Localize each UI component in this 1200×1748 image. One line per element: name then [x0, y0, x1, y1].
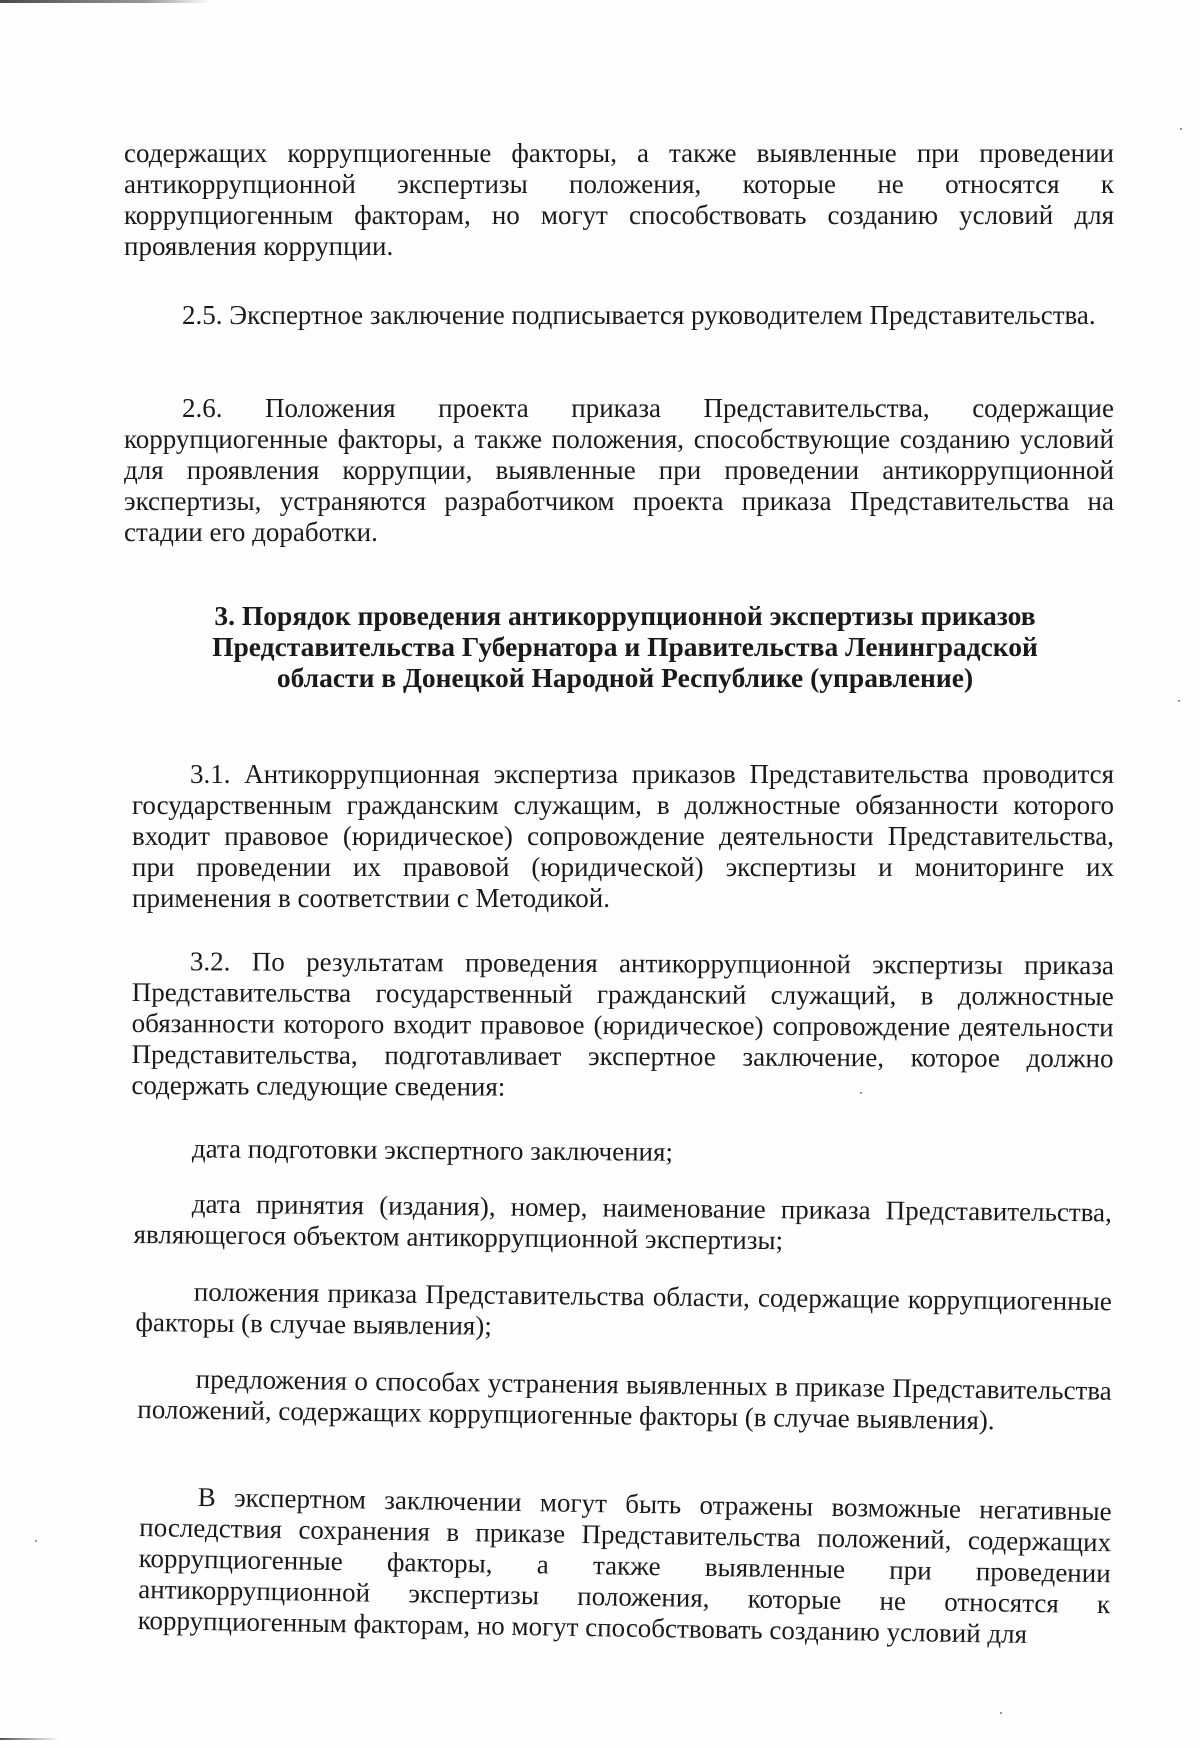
list-item-adoption: дата принятия (издания), номер, наименование приказа Представительства, являющегося объектом антикоррупционной экспертизы; — [133, 1188, 1112, 1256]
scan-edge-mark — [0, 1738, 60, 1740]
list-item-date: дата подготовки экспертного заключения; — [191, 1133, 674, 1167]
scan-speck — [1180, 128, 1182, 130]
scan-speck — [1178, 700, 1180, 702]
paragraph-continuation: содержащих коррупциогенные факторы, а также выявленные при проведении антикоррупционной экспертизы положения, которые не относятся к коррупциогенным факторам, но могут способствовать созданию условий для проявления коррупции. — [124, 138, 1114, 261]
section-3-heading: 3. Порядок проведения антикоррупционной экспертизы приказов Представительства Губернатора и Правительства Ленинградской области в Донецкой Народной Республике (управление) — [212, 600, 1038, 693]
scan-speck — [35, 1540, 37, 1542]
paragraph-2-6: 2.6. Положения проекта приказа Представительства, содержащие коррупциогенные факторы, а также положения, способствующие созданию условий для проявления коррупции, выявленные при проведении антикоррупционной экспертизы, устраняются разработчиком проекта приказа Представительства на стадии его доработки. — [124, 393, 1114, 547]
scan-edge-mark — [0, 0, 210, 3]
paragraph-consequences: В экспертном заключении могут быть отражены возможные негативные последствия сохранения в приказе Представительства положений, содержащих коррупциогенные факторы, а также выявленные при проведении антикоррупционной экспертизы положения, которые не относятся к коррупциогенным факторам, но могут способствовать созданию условий для — [137, 1481, 1112, 1649]
paragraph-3-1: 3.1. Антикоррупционная экспертиза приказов Представительства проводится государственным гражданским служащим, в должностные обязанности которого входит правовое (юридическое) сопровождение деятельности Представительства, при проведении их правовой (юридической) экспертизы и мониторинге их применения в соответствии с Методикой. — [132, 759, 1114, 913]
scan-speck — [1000, 1712, 1002, 1714]
list-item-provisions: положения приказа Представительства области, содержащие коррупциогенные факторы (в случае выявления); — [135, 1276, 1112, 1341]
paragraph-2-5: 2.5. Экспертное заключение подписывается руководителем Представительства. — [182, 300, 1096, 330]
paragraph-3-2: 3.2. По результатам проведения антикоррупционной экспертизы приказа Представительства государственный гражданский служащий, в должностные обязанности которого входит правовое (юридическое) сопровождение деятельности Представительства, подготавливает экспертное заключение, которое должно содержать следующие сведения: — [131, 946, 1114, 1102]
list-item-proposals: предложения о способах устранения выявленных в приказе Представительства положений, содержащих коррупциогенные факторы (в случае выявления). — [137, 1363, 1112, 1436]
